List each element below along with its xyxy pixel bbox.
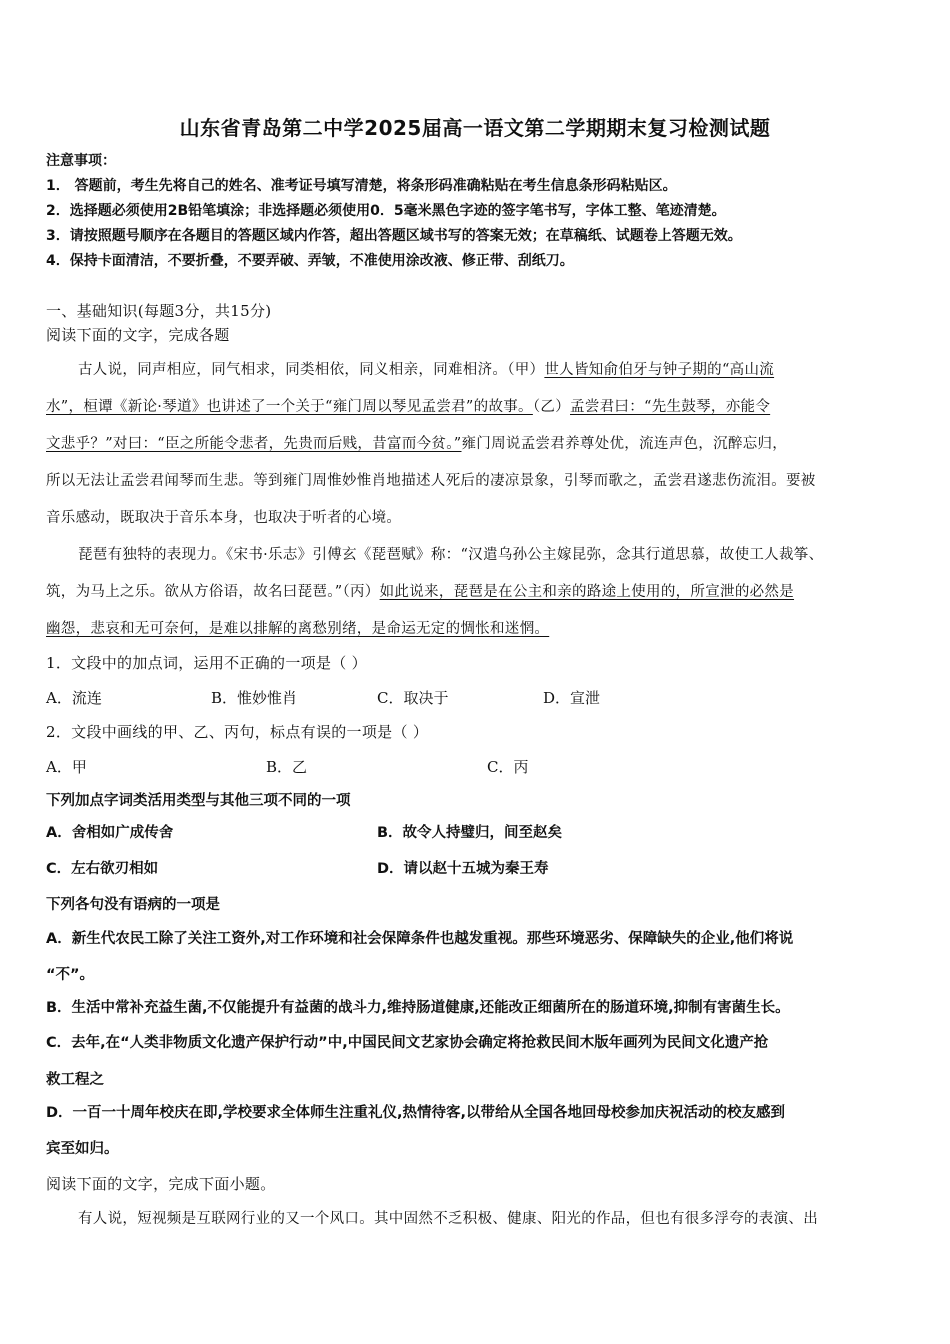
q1-option-d[interactable]: D．宣泄 — [543, 689, 601, 707]
notice-heading: 注意事项： — [46, 153, 116, 169]
q2-option-a[interactable]: A．甲 — [46, 758, 87, 776]
underlined-sentence-bing-cont: 幽怨，悲哀和无可奈何，是难以排解的离愁别绪，是命运无定的惆怅和迷惘。 — [46, 621, 550, 637]
underlined-sentence-jia-cont: 水”，桓谭《新论·琴道》也讲述了一个关于“雍门周以琴见孟尝君”的故事。 — [46, 399, 533, 415]
underlined-sentence-bing: 如此说来，琵琶是在公主和亲的路途上使用的，所宣泄的必然是 — [379, 584, 795, 600]
passage1-line1: 古人说，同声相应，同气相求，同类相依，同义相亲，同难相济。（甲）世人皆知俞伯牙与钟子期的“高山流 — [78, 362, 775, 378]
q3-option-c[interactable]: C．左右欲刃相如 — [46, 861, 159, 877]
q4-option-d-line2[interactable]: 宾至如归。 — [46, 1141, 119, 1157]
q4-option-a-line1[interactable]: A．新生代农民工除了关注工资外,对工作环境和社会保障条件也越发重视。那些环境恶劣、保障缺失的企业,他们将说 — [46, 931, 794, 947]
section-instruction: 阅读下面的文字，完成各题 — [46, 326, 230, 344]
page-title: 山东省青岛第二中学2025届高一语文第二学期期末复习检测试题 — [179, 116, 771, 140]
passage1-line5: 音乐感动，既取决于音乐本身，也取决于听者的心境。 — [46, 510, 402, 526]
q4-option-b[interactable]: B．生活中常补充益生菌,不仅能提升有益菌的战斗力,维持肠道健康,还能改正细菌所在的肠道环境,抑制有害菌生长。 — [46, 1000, 790, 1016]
reading-instruction-2: 阅读下面的文字，完成下面小题。 — [46, 1175, 276, 1193]
notice-item-4: 4．保持卡面清洁，不要折叠，不要弄破、弄皱，不准使用涂改液、修正带、刮纸刀。 — [46, 253, 574, 269]
question-2-stem: 2．文段中画线的甲、乙、丙句，标点有误的一项是（ ） — [46, 723, 429, 741]
q1-option-c[interactable]: C．取决于 — [377, 689, 449, 707]
question-3-stem: 下列加点字词类活用类型与其他三项不同的一项 — [46, 793, 351, 809]
underlined-sentence-jia: 世人皆知俞伯牙与钟子期的“高山流 — [544, 362, 775, 378]
underlined-sentence-yi-cont: 文悲乎？”对曰：“臣之所能令悲者，先贵而后贱，昔富而今贫。” — [46, 436, 462, 452]
q4-option-a-line2[interactable]: “不”。 — [46, 967, 95, 983]
q1-option-b[interactable]: B．惟妙惟肖 — [211, 689, 298, 707]
underlined-sentence-yi: 孟尝君曰：“先生鼓琴，亦能令 — [570, 399, 771, 415]
question-1-stem: 1．文段中的加点词，运用不正确的一项是（ ） — [46, 654, 367, 672]
section-heading: 一、基础知识(每题3分，共15分) — [46, 302, 272, 320]
q2-option-b[interactable]: B．乙 — [266, 758, 308, 776]
passage3-line1: 有人说，短视频是互联网行业的又一个风口。其中固然不乏积极、健康、阳光的作品，但也有很多浮夸的表演、出 — [78, 1211, 818, 1227]
notice-item-1: 1． 答题前，考生先将自己的姓名、准考证号填写清楚，将条形码准确粘贴在考生信息条形码粘贴区。 — [46, 178, 677, 194]
notice-item-2: 2．选择题必须使用2B铅笔填涂；非选择题必须使用0．5毫米黑色字迹的签字笔书写，字体工整、笔迹清楚。 — [46, 203, 726, 219]
passage1-line2: 水”，桓谭《新论·琴道》也讲述了一个关于“雍门周以琴见孟尝君”的故事。（乙）孟尝君曰：“先生鼓琴，亦能令 — [46, 399, 771, 415]
passage1-line3: 文悲乎？”对曰：“臣之所能令悲者，先贵而后贱，昔富而今贫。”雍门周说孟尝君养尊处优，流连声色，沉醉忘归， — [46, 436, 788, 452]
q4-option-c-line2[interactable]: 救工程之 — [46, 1072, 104, 1088]
notice-item-3: 3．请按照题号顺序在各题目的答题区域内作答，超出答题区域书写的答案无效；在草稿纸、试题卷上答题无效。 — [46, 228, 742, 244]
passage2-line2: 筑，为马上之乐。欲从方俗语，故名曰琵琶。”（丙）如此说来，琵琶是在公主和亲的路途上使用的，所宣泄的必然是 — [46, 584, 795, 600]
passage2-line3 — [46, 618, 914, 640]
q4-option-c-line1[interactable]: C．去年,在“人类非物质文化遗产保护行动”中,中国民间文艺家协会确定将抢救民间木版年画列为民间文化遗产抢 — [46, 1035, 769, 1051]
passage2-line1: 琵琶有独特的表现力。《宋书·乐志》引傅玄《琵琶赋》称：“汉遣乌孙公主嫁昆弥，念其行道思慕，故使工人裁筝、 — [78, 547, 824, 563]
q3-option-b[interactable]: B．故令人持璧归，间至赵矣 — [377, 825, 563, 841]
question-4-stem: 下列各句没有语病的一项是 — [46, 897, 220, 913]
q3-option-a[interactable]: A．舍相如广成传舍 — [46, 825, 174, 841]
q3-option-d[interactable]: D．请以赵十五城为秦王寿 — [377, 861, 549, 877]
passage1-line4: 所以无法让孟尝君闻琴而生悲。等到雍门周惟妙惟肖地描述人死后的凄凉景象，引琴而歌之，孟尝君遂悲伤流泪。要被 — [46, 473, 816, 489]
q1-option-a[interactable]: A．流连 — [46, 689, 102, 707]
q2-option-c[interactable]: C．丙 — [487, 758, 529, 776]
q4-option-d-line1[interactable]: D．一百一十周年校庆在即,学校要求全体师生注重礼仪,热情待客,以带给从全国各地回母校参加庆祝活动的校友感到 — [46, 1105, 786, 1121]
